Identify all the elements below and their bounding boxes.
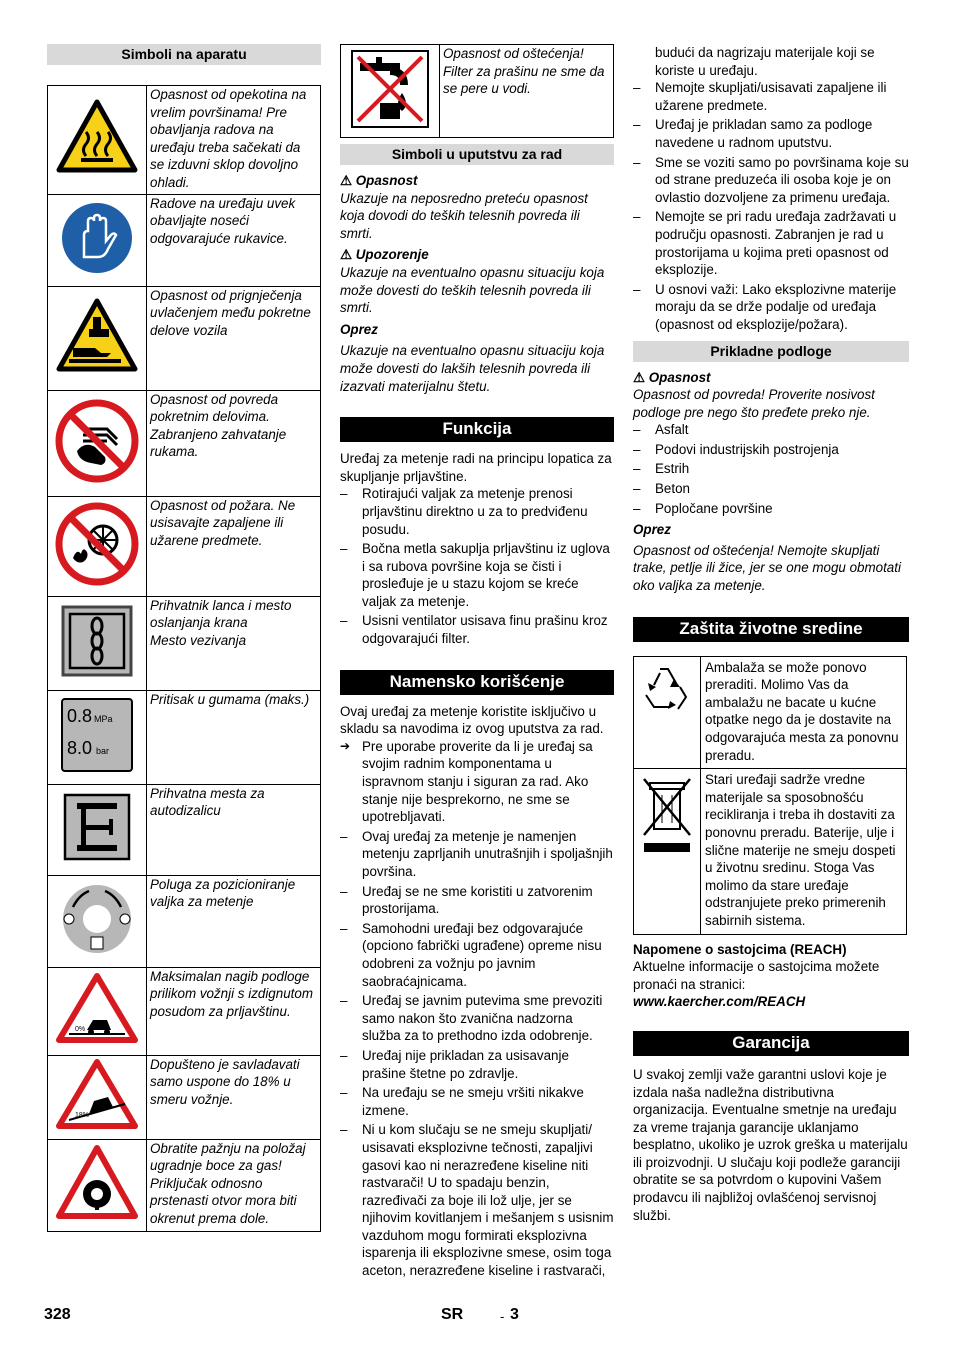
surface-danger-text: Opasnost od povreda! Proverite nosivost podloge pre nego što pređete preko nje. bbox=[633, 387, 875, 420]
caution-label: Oprez bbox=[340, 321, 378, 337]
symbol-text: Obratite pažnju na položaj ugradnje boce za gas! Priključak odnosno prstenasti otvor mora biti okrenut prema dole. bbox=[147, 1139, 321, 1231]
no-flammable-suction-icon bbox=[48, 496, 147, 596]
wear-gloves-icon bbox=[48, 194, 147, 286]
warning-triangle-icon: ⚠ bbox=[340, 247, 353, 263]
list-item: – Uređaj se ne sme koristiti u zatvorenim prostorijama. bbox=[340, 883, 614, 918]
max-slope-icon bbox=[48, 967, 147, 1055]
symbol-text: Opasnost od požara. Ne usisavajte zapaljene ili užarene predmete. bbox=[147, 496, 321, 596]
list-item: – Rotirajući valjak za metenje prenosi prljavštinu direktno u za to predviđenu posudu. bbox=[340, 485, 614, 538]
language-code: SR bbox=[441, 1306, 464, 1323]
crossed-bin-icon bbox=[634, 769, 701, 934]
list-item-arrow: ➔ Pre uporabe proverite da li je uređaj sa svojim radnim komponentama u ispravnom stanju i siguran za rad. Ako stanje nije besprekorno, ne sme se upotrebljavati. bbox=[340, 738, 614, 826]
list-item: – Uređaj nije prikladan za usisavanje prašine štetne po zdravlje. bbox=[340, 1047, 614, 1082]
section-heading-intended-use: Namensko korišćenje bbox=[340, 670, 614, 695]
list-item: – Uređaj je prikladan samo za podloge navedene u radnom uputstvu. bbox=[633, 116, 909, 151]
symbol-text: Opasnost od opekotina na vrelim površinama! Pre obavljanja radova na uređaju treba sačekati da se izduvni sklop dovoljno ohladi. bbox=[147, 86, 321, 195]
surfaces-list bbox=[633, 421, 909, 517]
section-heading-function: Funkcija bbox=[340, 417, 614, 442]
danger-text: Ukazuje na neposredno preteću opasnost koja dovodi do teških telesnih povreda ili smrti. bbox=[340, 190, 588, 241]
use-intro: Ovaj uređaj za metenje koristite isključivo u skladu sa navodima iz ovog uputstva za rad. bbox=[340, 703, 604, 737]
continued-text: budući da nagrizaju materijale koji se koriste u uređaju. bbox=[655, 45, 875, 78]
reach-heading: Napomene o sastojcima (REACH) bbox=[633, 941, 847, 957]
list-item: – Asfalt bbox=[633, 421, 909, 439]
function-intro: Uređaj za metenje radi na principu lopatica za skupljanje prljavštine. bbox=[340, 451, 612, 484]
warning-text: Ukazuje na eventualno opasnu situaciju koja može dovesti do teških telesnih povreda ili smrti. bbox=[340, 264, 605, 316]
climb-slope-icon bbox=[48, 1055, 147, 1139]
page-number: 328 bbox=[44, 1306, 71, 1323]
section-heading-environment: Zaštita životne sredine bbox=[633, 617, 909, 642]
environment-table bbox=[633, 656, 907, 935]
use-list bbox=[340, 738, 614, 1280]
section-heading-device-symbols: Simboli na aparatu bbox=[47, 44, 321, 65]
tyre-pressure-icon bbox=[48, 690, 147, 784]
symbol-text: Poluga za pozicioniranje valjka za metenje bbox=[147, 875, 321, 967]
symbol-text: Opasnost od povreda pokretnim delovima. Zabranjeno zahvatanje rukama. bbox=[147, 390, 321, 496]
section-heading-surfaces: Prikladne podloge bbox=[633, 341, 909, 362]
no-wash-filter-icon bbox=[341, 45, 440, 138]
list-item: – Podovi industrijskih postrojenja bbox=[633, 441, 909, 459]
list-item: – Uređaj se javnim putevima sme prevoziti samo nakon što zvanična nadzorna služba za to prethodno izda odobrenje. bbox=[340, 992, 614, 1045]
crush-hazard-icon bbox=[48, 286, 147, 390]
reach-text: Aktuelne informacije o sastojcima možete pronaći na stranici: bbox=[633, 959, 880, 992]
column-symbols bbox=[47, 44, 321, 1232]
symbol-text: Opasnost od prignječenja uvlačenjem među pokretne delove vozila bbox=[147, 286, 321, 390]
list-item: – U osnovi važi: Lako eksplozivne materije moraju da se drže podalje od uređaja (opasnost od eksplozije/požara). bbox=[633, 281, 909, 334]
footer-separator: - bbox=[500, 1309, 505, 1324]
list-item: – Bočna metla sakuplja prljavštinu iz uglova i sa rubova površine koja se čisti i prosleđuje je u stazu kojom se kreće valjak za metenje. bbox=[340, 540, 614, 610]
slope-percent: 18% bbox=[75, 1111, 90, 1119]
symbol-text: Dopušteno je savladavati samo uspone do 18% u smeru vožnje. bbox=[147, 1055, 321, 1139]
caution-text: Ukazuje na eventualno opasnu situaciju koja može dovesti do lakših telesnih povreda ili izazvati materijalnu štetu. bbox=[340, 343, 605, 394]
symbol-text: Pritisak u gumama (maks.) bbox=[147, 690, 321, 784]
warning-label: Upozorenje bbox=[355, 247, 429, 263]
pressure-mpa-value: 0.8 bbox=[67, 705, 93, 726]
warning-triangle-icon: ⚠ bbox=[340, 173, 353, 188]
filter-note: Opasnost od oštećenja! Filter za prašinu ne sme da se pere u vodi. bbox=[440, 45, 614, 138]
list-item: – Estrih bbox=[633, 460, 909, 478]
roller-lever-icon bbox=[48, 875, 147, 967]
list-item: – Usisni ventilator usisava finu prašinu kroz odgovarajući filter. bbox=[340, 612, 614, 647]
list-item: – Popločane površine bbox=[633, 500, 909, 518]
filter-symbol-table bbox=[340, 44, 614, 138]
symbol-text: Prihvatna mesta za autodizalicu bbox=[147, 784, 321, 875]
chain-hook-icon bbox=[48, 596, 147, 690]
section-page-number: 3 bbox=[510, 1306, 519, 1323]
warning-triangle-icon: ⚠ bbox=[633, 369, 646, 385]
section-heading-warranty: Garancija bbox=[633, 1031, 909, 1056]
slope-percent: 0% bbox=[75, 1025, 86, 1033]
column-manual bbox=[340, 44, 614, 1282]
warranty-text: U svakoj zemlji važe garantni uslovi koje je izdala naša nadležna distributivna organizacija. Eventualne smetnje na uređaju za vreme trajanja garancije uklanjamo besplatno, ukoliko je uzrok greška u materijalu ili proizvodnji. U slučaju koji podleže garanciji obratite se sa potvrdom o kupovini Vašem prodavcu ili najbližoj ovlašćenoj servisnoj službi. bbox=[633, 1066, 908, 1223]
danger-label: Opasnost bbox=[355, 173, 418, 188]
function-list bbox=[340, 485, 614, 647]
pressure-bar-unit: bar bbox=[96, 745, 110, 756]
section-heading-manual-symbols: Simboli u uputstvu za rad bbox=[340, 144, 614, 165]
device-symbols-table bbox=[47, 85, 321, 1232]
use-list-continued bbox=[633, 79, 909, 333]
environment-text: Stari uređaji sadrže vredne materijale sa sposobnošću recikliranja i treba ih dostaviti za ponovnu preradu. Baterije, ulje i slične materije ne smeju dospeti u životnu sredinu. Stoga Vas molimo da stare uređaje odstranjujete preko primerenih sabirnih sistema. bbox=[701, 769, 907, 934]
surface-caution-label: Oprez bbox=[633, 522, 671, 538]
symbol-text: Maksimalan nagib podloge prilikom vožnji s izdignutom posudom za prljavštinu. bbox=[147, 967, 321, 1055]
column-surfaces-environment bbox=[633, 44, 909, 1224]
gas-bottle-icon bbox=[48, 1139, 147, 1231]
no-reaching-icon bbox=[48, 390, 147, 496]
pressure-mpa-unit: MPa bbox=[94, 713, 113, 724]
list-item: – Samohodni uređaji bez odgovarajuće (opciono fabrički ugrađene) opreme nisu odobreni za vožnju po javnim saobraćajnicama. bbox=[340, 920, 614, 990]
list-item: – Nemojte skupljati/usisavati zapaljene ili užarene predmete. bbox=[633, 79, 909, 114]
list-item: – Nemojte se pri radu uređaja zadržavati u području opasnosti. Zabranjen je rad u prostorijama u kojima preti opasnost od eksplozije. bbox=[633, 208, 909, 278]
reach-link[interactable]: www.kaercher.com/REACH bbox=[633, 994, 806, 1010]
surface-danger-label: Opasnost bbox=[648, 369, 711, 385]
list-item: – Beton bbox=[633, 480, 909, 498]
recycle-icon bbox=[634, 656, 701, 769]
symbol-text: Radove na uređaju uvek obavljajte noseći odgovarajuće rukavice. bbox=[147, 194, 321, 286]
symbol-text: Prihvatnik lanca i mesto oslanjanja krana Mesto vezivanja bbox=[147, 596, 321, 690]
list-item: – Na uređaju se ne smeju vršiti nikakve izmene. bbox=[340, 1084, 614, 1119]
environment-text: Ambalaža se može ponovo preraditi. Molimo Vas da ambalažu ne bacate u kućne otpatke nego da je dostavite na odgovarajuća mesta za ponovnu preradu. bbox=[701, 656, 907, 769]
list-item: – Ni u kom slučaju se ne smeju skupljati/ usisavati eksplozivne tečnosti, zapaljivi gasovi kao ni nerazređene kiseline niti rastvarači! U to spadaju benzin, razređivači za boje ili lož ulje, jer se njihovim kovitlanjem i mešanjem s usisnim vazduhom mogu formirati eksplozivna isparenja ili eksplozivne smese, osim toga aceton, nerazređene kiseline i rastvarači, bbox=[340, 1121, 614, 1279]
pressure-bar-value: 8.0 bbox=[67, 737, 93, 758]
jack-point-icon bbox=[48, 784, 147, 875]
surface-caution-text: Opasnost od oštećenja! Nemojte skupljati trake, petlje ili žice, jer se one mogu obmotati oko valjka za metenje. bbox=[633, 542, 901, 594]
list-item: – Sme se voziti samo po površinama koje su od strane preduzeća ili osoba koje je on ovlastio dozvoljene za primenu uređaja. bbox=[633, 154, 909, 207]
list-item: – Ovaj uređaj za metenje je namenjen metenju zaprljanih unutrašnjih i spoljašnjih površina. bbox=[340, 828, 614, 881]
hot-surface-warning-icon bbox=[48, 86, 147, 195]
